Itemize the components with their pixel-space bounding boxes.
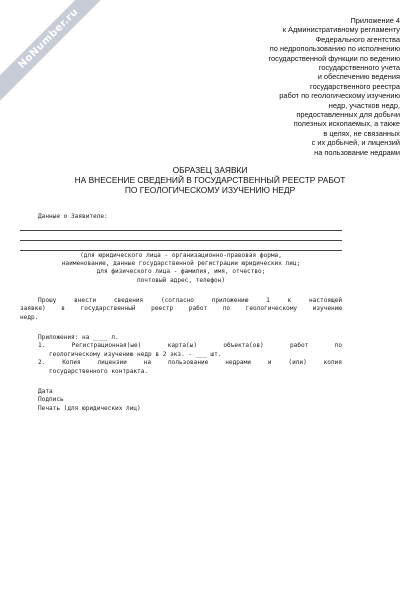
note-line: для физического лица - фамилия, имя, отчество; bbox=[96, 268, 266, 276]
appendix-line: недр, участков недр, bbox=[328, 100, 400, 110]
appendix-line: и обеспечению ведения bbox=[317, 72, 400, 82]
appendix-line: Приложение 4 bbox=[350, 16, 400, 25]
attachments-section bbox=[20, 334, 342, 376]
appendix-line: в целях, не связанных bbox=[323, 128, 400, 138]
applicant-fill-line bbox=[20, 240, 342, 241]
appendix-line: к Административному регламенту bbox=[282, 25, 400, 35]
appendix-line: государственной функции по ведению bbox=[268, 53, 400, 63]
appendix-line: государственного учета bbox=[318, 63, 400, 73]
date-label: Дата bbox=[38, 388, 53, 395]
appendix-line: работ по геологическому изучению bbox=[279, 91, 400, 101]
watermark-text: NoNumber.ru bbox=[0, 0, 110, 110]
signature-label: Подпись bbox=[38, 396, 64, 404]
applicant-note bbox=[20, 252, 342, 285]
applicant-label: Данные о Заявителе: bbox=[38, 213, 108, 220]
applicant-fill-line bbox=[20, 250, 342, 251]
appendix-line: по недропользованию по исполнению bbox=[269, 44, 400, 54]
appendix-header bbox=[200, 16, 400, 157]
appendix-line: предоставленных для добычи bbox=[296, 110, 400, 120]
request-paragraph bbox=[20, 297, 342, 322]
request-line: Прошу внести сведения (согласно приложению 1 к настоящей bbox=[38, 297, 342, 304]
note-line: наименование, данные государственной регистрации юридических лиц; bbox=[61, 260, 301, 268]
document-title bbox=[40, 165, 380, 196]
title-line: НА ВНЕСЕНИЕ СВЕДЕНИЙ В ГОСУДАРСТВЕННЫЙ РЕЕСТР РАБОТ bbox=[74, 175, 346, 186]
seal-label: Печать (для юридических лиц) bbox=[38, 404, 141, 412]
request-line: заявке) в государственный реестр работ по геологическому изучению bbox=[20, 305, 342, 313]
note-line: (для юридического лица - организационно-правовая форма, bbox=[80, 252, 282, 259]
title-line: ОБРАЗЕЦ ЗАЯВКИ bbox=[172, 165, 248, 175]
attachment-item-1-cont: геологическому изучению недр в 2 экз. - ___ шт. bbox=[49, 350, 222, 358]
appendix-line: государственного реестра bbox=[310, 81, 400, 91]
appendix-line: Федерального агентства bbox=[315, 34, 400, 44]
attachments-header: Приложения: на ____ л. bbox=[38, 334, 119, 341]
appendix-line: на пользование недрами bbox=[314, 147, 400, 157]
note-line: почтовый адрес, телефон) bbox=[136, 276, 226, 284]
signoff-block bbox=[38, 388, 141, 413]
attachment-item-2: 2. Копия лицензии на пользование недрами и (или) копия bbox=[38, 359, 342, 367]
attachment-item-2-cont: государственного контракта. bbox=[49, 367, 149, 375]
attachment-item-1: 1. Регистрационная(ые) карта(ы) объекта(ов) работ по bbox=[38, 342, 342, 350]
request-line: недр. bbox=[20, 313, 39, 321]
appendix-line: полезных ископаемых, а также bbox=[293, 119, 400, 129]
appendix-line: с их добычей, и лицензий bbox=[311, 138, 400, 148]
watermark-ribbon bbox=[0, 0, 110, 110]
title-line: ПО ГЕОЛОГИЧЕСКОМУ ИЗУЧЕНИЮ НЕДР bbox=[124, 185, 296, 196]
applicant-fill-line bbox=[20, 230, 342, 231]
